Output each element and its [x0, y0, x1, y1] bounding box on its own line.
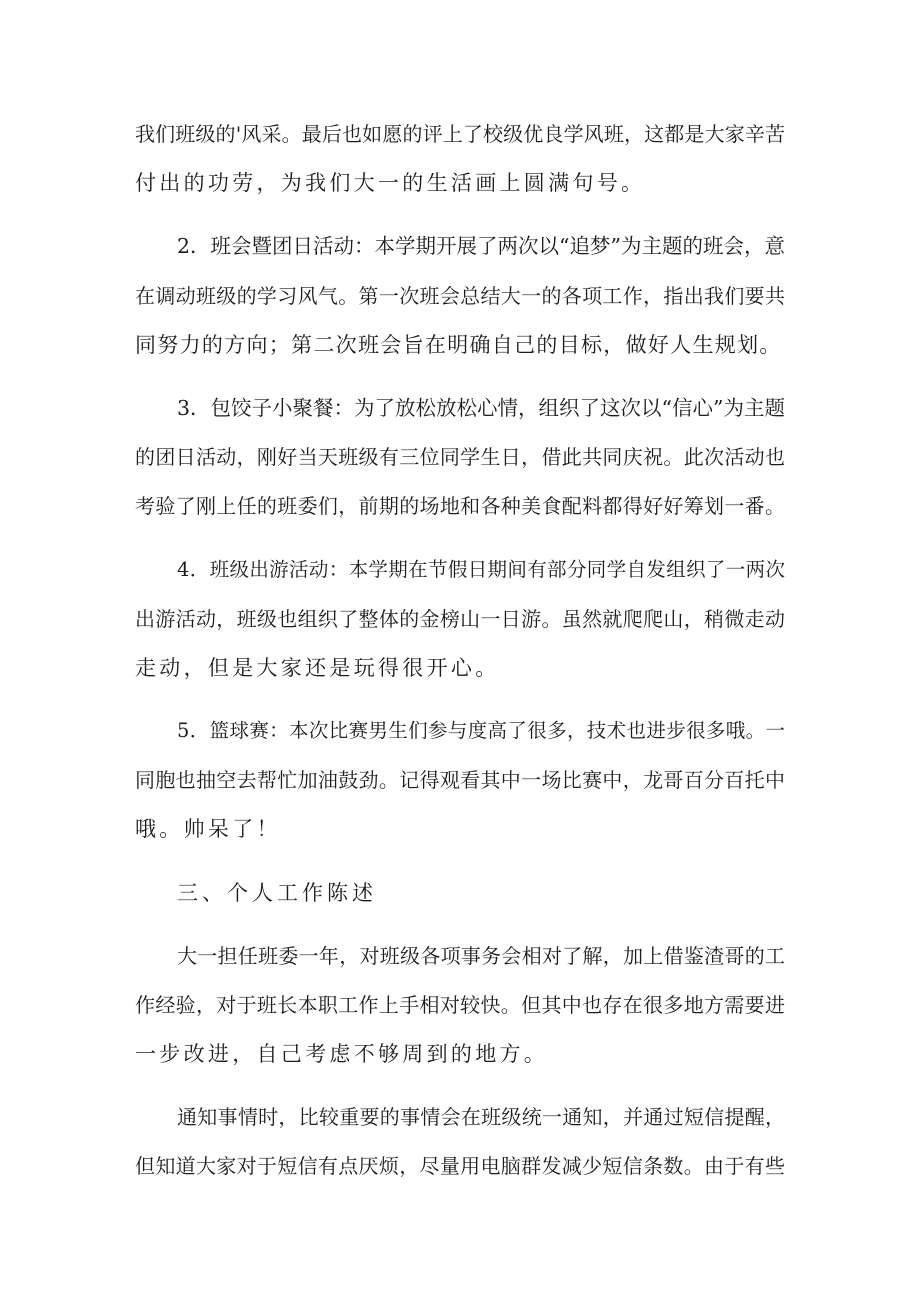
- text-line: 哦。帅呆了！: [135, 817, 281, 841]
- text-line: 5．篮球赛：本次比赛男生们参与度高了很多，技术也进步很多哦。一: [177, 719, 785, 742]
- text-line: 4．班级出游活动：本学期在节假日期间有部分同学自发组织了一两次: [177, 558, 785, 581]
- text-line: 3．包饺子小聚餐：为了放松放松心情，组织了这次以“信心”为主题: [177, 396, 786, 420]
- text-line: 我们班级的'风采。最后也如愿的评上了校级优良学风班，这都是大家辛苦: [135, 122, 785, 146]
- text-line: 大一担任班委一年，对班级各项事务会相对了解，加上借鉴渣哥的工: [177, 944, 785, 968]
- text-line: 同努力的方向；第二次班会旨在明确自己的目标，做好人生规划。: [135, 333, 782, 357]
- text-line: 一步改进，自己考虑不够周到的地方。: [135, 1042, 549, 1066]
- text-line: 走动，但是大家还是玩得很开心。: [135, 656, 500, 680]
- text-line: 付出的功劳，为我们大一的生活画上圆满句号。: [135, 171, 646, 195]
- text-line: 通知事情时，比较重要的事情会在班级统一通知，并通过短信提醒，: [177, 1105, 785, 1129]
- text-line: 出游活动，班级也组织了整体的金榜山一日游。虽然就爬爬山，稍微走动: [135, 607, 785, 631]
- text-line: 的团日活动，刚好当天班级有三位同学生日，借此共同庆祝。此次活动也: [135, 445, 785, 469]
- text-line: 同胞也抽空去帮忙加油鼓劲。记得观看其中一场比赛中，龙哥百分百托中: [135, 768, 785, 792]
- text-line: 作经验，对于班长本职工作上手相对较快。但其中也存在很多地方需要进: [135, 993, 785, 1017]
- text-line: 2．班会暨团日活动：本学期开展了两次以“追梦”为主题的班会，意: [177, 234, 786, 258]
- text-line: 考验了刚上任的班委们，前期的场地和各种美食配料都得好好筹划一番。: [135, 494, 785, 518]
- text-line: 但知道大家对于短信有点厌烦，尽量用电脑群发减少短信条数。由于有些: [135, 1154, 785, 1178]
- text-line: 在调动班级的学习风气。第一次班会总结大一的各项工作，指出我们要共: [135, 284, 785, 308]
- section-heading: 三、个人工作陈述: [177, 881, 377, 905]
